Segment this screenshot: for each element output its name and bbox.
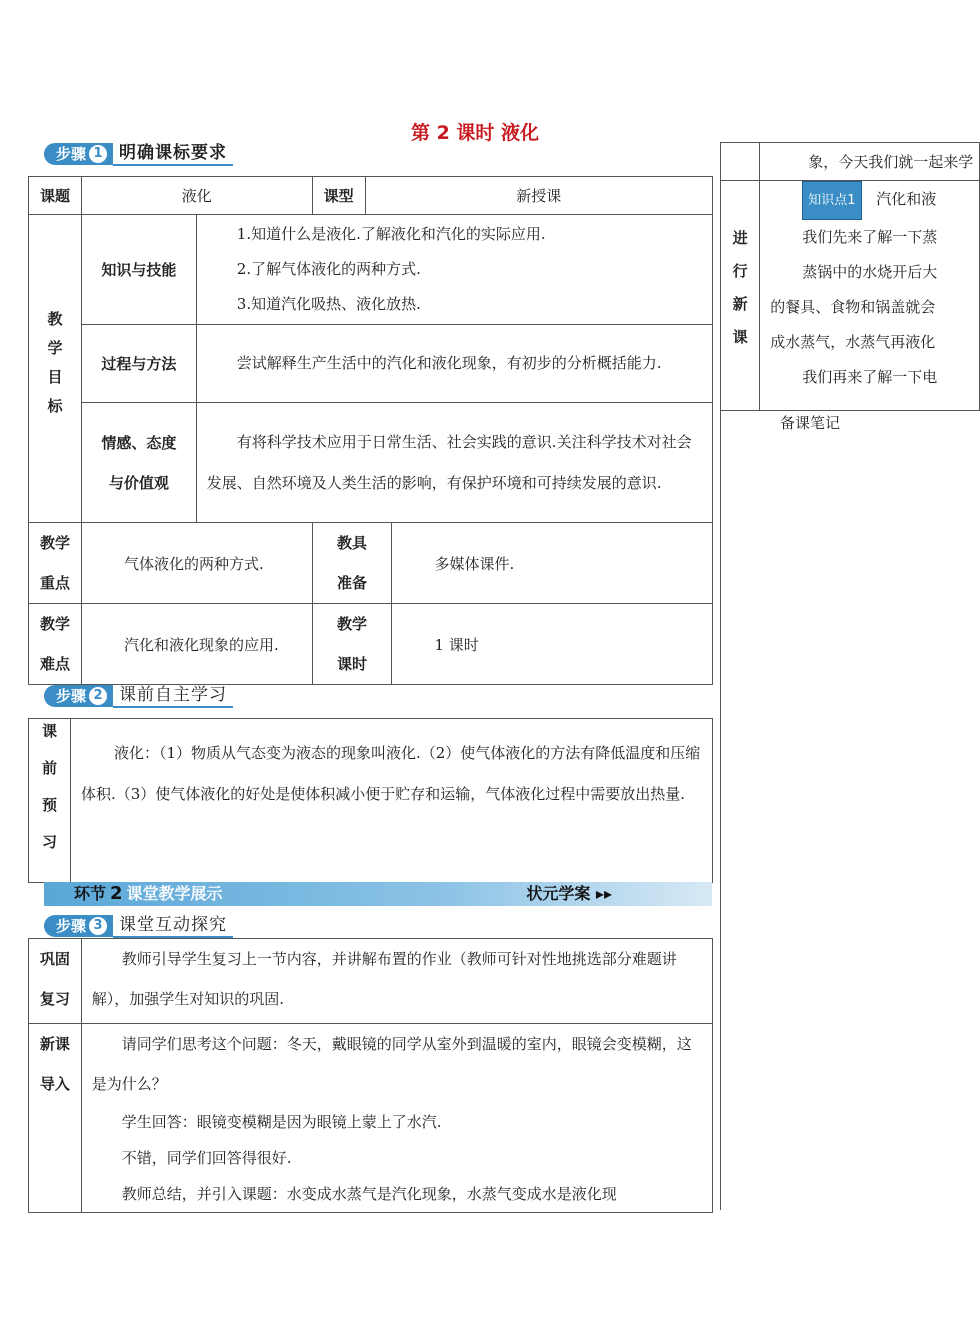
step-3-label: 课堂互动探究 <box>113 914 233 938</box>
review-label-2: 复习 <box>39 990 70 1008</box>
side-line-5: 我们再来了解一下电 <box>802 368 938 386</box>
step-badge: 步骤 1 <box>44 143 113 165</box>
process-text: 尝试解释生产生活中的汽化和液化现象，有初步的分析概括能力. <box>236 354 662 372</box>
intro-label-2: 导入 <box>39 1075 70 1093</box>
diff-label-1: 教学 <box>39 615 70 633</box>
step-badge: 步骤 2 <box>44 685 113 707</box>
tools-label-2: 准备 <box>337 574 368 592</box>
banner-left-a: 环节 <box>74 884 107 903</box>
topic-value: 液化 <box>81 177 312 215</box>
step-badge: 步骤 3 <box>44 915 113 937</box>
side-line-4: 成水蒸气，水蒸气再液化 <box>770 333 936 351</box>
goals-label: 教学目标 <box>45 310 64 427</box>
key-label-1: 教学 <box>39 534 70 552</box>
step-1-label: 明确课标要求 <box>113 142 233 166</box>
intro-line-1: 请同学们思考这个问题：冬天，戴眼镜的同学从室外到温暖的室内，眼镜会变模糊，这是为什么？ <box>91 1035 692 1093</box>
step-1-header <box>44 142 233 166</box>
side-label: 进行新课 <box>730 229 749 362</box>
interaction-table <box>28 938 713 1213</box>
step-2-header <box>44 684 233 708</box>
review-label-1: 巩固 <box>39 950 70 968</box>
preview-text: 液化：（1）物质从气态变为液态的现象叫液化.（2）使气体液化的方法有降低温度和压缩体积.（3）使气体液化的好处是使体积减小便于贮存和运输，气体液化过程中需要放出热量. <box>80 744 701 803</box>
topic-label: 课题 <box>29 177 82 215</box>
banner-right-a: 状元 <box>526 884 559 903</box>
skills-label: 知识与技能 <box>81 215 196 325</box>
intro-line-3: 不错，同学们回答得很好. <box>121 1149 292 1167</box>
time-value: 1 课时 <box>392 604 713 685</box>
side-line-3: 的餐具、食物和锅盖就会 <box>770 298 936 316</box>
diff-label-2: 难点 <box>39 655 70 673</box>
kp-title: 汽化和液 <box>876 190 937 208</box>
intro-line-4: 教师总结，并引入课题：水变成水蒸气是汽化现象，水蒸气变成水是液化现 <box>121 1185 617 1203</box>
notes-label: 备课笔记 <box>780 414 841 432</box>
step-2-label: 课前自主学习 <box>113 684 233 708</box>
review-text: 教师引导学生复习上一节内容，并讲解布置的作业（教师可针对性地挑选部分难题讲解），加强学生对知识的巩固. <box>91 950 677 1008</box>
curriculum-table <box>28 176 713 685</box>
preview-label: 课前预习 <box>39 723 58 871</box>
skill-2: 2.了解气体液化的两种方式. <box>236 260 421 278</box>
key-value: 气体液化的两种方式. <box>81 523 312 604</box>
diff-value: 汽化和液化现象的应用. <box>81 604 312 685</box>
step-3-header <box>44 914 233 938</box>
type-value: 新授课 <box>365 177 712 215</box>
page-title: 第 2 课时 液化 <box>410 122 540 144</box>
side-line-2: 蒸锅中的水烧开后大 <box>802 263 938 281</box>
tools-value: 多媒体课件. <box>392 523 713 604</box>
skill-1: 1.知道什么是液化.了解液化和汽化的实际应用. <box>236 225 546 243</box>
key-label-2: 重点 <box>39 574 70 592</box>
intro-line-2: 学生回答：眼镜变模糊是因为眼镜上蒙上了水汽. <box>121 1113 442 1131</box>
side-table <box>720 142 980 411</box>
attitude-label-1: 情感、态度 <box>101 433 177 452</box>
attitude-label-2: 与价值观 <box>108 473 169 492</box>
attitude-text: 有将科学技术应用于日常生活、社会实践的意识.关注科学技术对社会发展、自然环境及人类生活的影响，有保护环境和可持续发展的意识. <box>206 432 692 492</box>
process-label: 过程与方法 <box>81 325 196 403</box>
intro-label-1: 新课 <box>39 1035 70 1053</box>
tools-label-1: 教具 <box>337 534 368 552</box>
banner-right-b: 学案 ▸▸ <box>558 884 612 903</box>
side-column <box>720 142 974 1212</box>
time-label-2: 课时 <box>337 655 368 673</box>
time-label-1: 教学 <box>337 615 368 633</box>
side-line-1: 我们先来了解一下蒸 <box>802 228 938 246</box>
preview-table <box>28 718 713 883</box>
skill-3: 3.知道汽化吸热、液化放热. <box>236 295 421 313</box>
type-label: 课型 <box>312 177 365 215</box>
section-banner <box>44 882 712 906</box>
banner-left-b: 课堂教学展示 <box>126 884 223 903</box>
knowledge-point-tag: 知识点1 <box>802 181 861 220</box>
side-row1: 象，今天我们就一起来学 <box>760 143 980 181</box>
side-divider <box>720 410 721 1210</box>
banner-num: 2 <box>110 883 123 904</box>
